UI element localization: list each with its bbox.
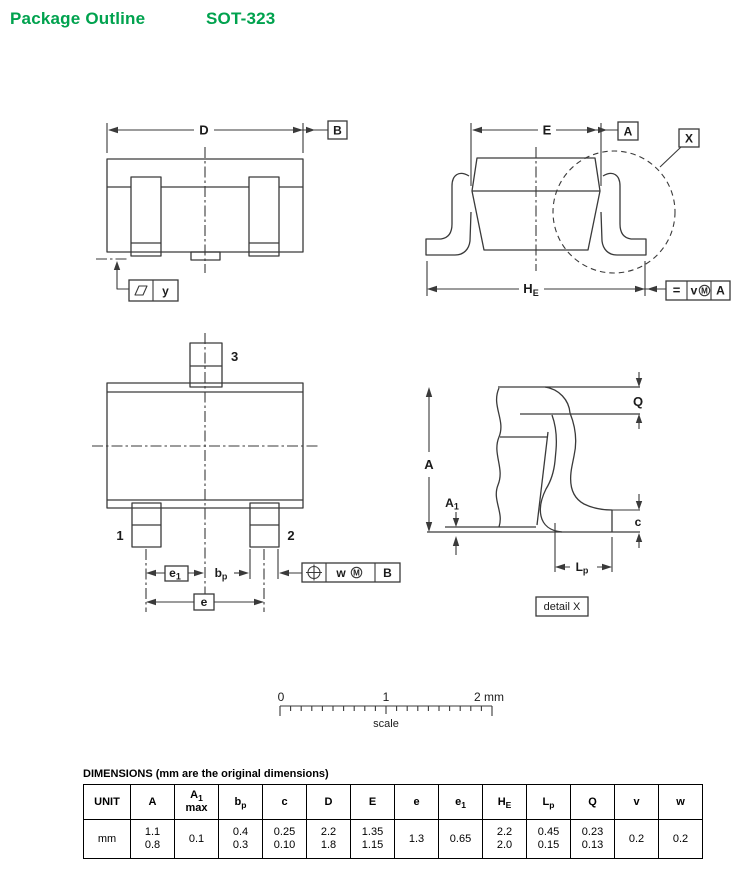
dimensions-table bbox=[83, 784, 703, 859]
val-a: 1.1 0.8 bbox=[131, 820, 175, 859]
he-tolerance-frame bbox=[666, 281, 730, 300]
pin3-label: 3 bbox=[231, 349, 239, 364]
side-view bbox=[426, 122, 730, 300]
flatness-y-label: y bbox=[162, 284, 169, 298]
bp-tolerance-frame bbox=[302, 563, 400, 582]
frame-datum-a-label: A bbox=[716, 283, 725, 298]
dimensions-table-title: DIMENSIONS (mm are the original dimensions) bbox=[83, 768, 329, 780]
pin2-label: 2 bbox=[287, 528, 295, 543]
col-w: w bbox=[659, 785, 703, 820]
val-c: 0.25 0.10 bbox=[263, 820, 307, 859]
val-v: 0.2 bbox=[615, 820, 659, 859]
side-lead-left bbox=[426, 173, 471, 255]
dim-e-label: E bbox=[542, 122, 552, 138]
scale-bar bbox=[278, 690, 504, 730]
detail-x-ref-label: X bbox=[684, 131, 694, 146]
col-unit: UNIT bbox=[84, 785, 131, 820]
side-lead-right bbox=[601, 173, 646, 255]
front-lead-right bbox=[249, 177, 279, 256]
symmetry-icon: = bbox=[672, 282, 681, 298]
page-title: Package Outline bbox=[10, 9, 146, 28]
val-e-cap: 1.35 1.15 bbox=[351, 820, 395, 859]
scale-caption: scale bbox=[373, 718, 399, 730]
table-header-row bbox=[84, 785, 703, 820]
val-unit: mm bbox=[84, 820, 131, 859]
dim-bp-label: $b_p$ bbox=[214, 566, 228, 582]
frame-datum-b-label: B bbox=[383, 566, 392, 580]
val-lp: 0.45 0.15 bbox=[527, 820, 571, 859]
col-e: e bbox=[395, 785, 439, 820]
detail-lead-outer bbox=[570, 413, 612, 532]
val-a1: 0.1 bbox=[175, 820, 219, 859]
col-q: Q bbox=[571, 785, 615, 820]
detail-x-view bbox=[424, 372, 643, 616]
pin3-pad bbox=[190, 343, 222, 387]
dim-lp-label: $L_p$ bbox=[575, 560, 589, 576]
val-w: 0.2 bbox=[659, 820, 703, 859]
dim-d-label: D bbox=[199, 122, 209, 138]
table-value-row bbox=[84, 820, 703, 859]
col-lp: $L_p$ bbox=[527, 785, 571, 820]
dim-he-label: $H_E$ bbox=[523, 281, 539, 298]
col-e1: $e_1$ bbox=[439, 785, 483, 820]
detail-x-caption: detail X bbox=[543, 601, 581, 613]
front-view bbox=[96, 121, 347, 301]
dim-e-label: e bbox=[200, 595, 208, 609]
col-e-cap: E bbox=[351, 785, 395, 820]
col-he: $H_E$ bbox=[483, 785, 527, 820]
val-he: 2.2 2.0 bbox=[483, 820, 527, 859]
col-v: v bbox=[615, 785, 659, 820]
col-d: D bbox=[307, 785, 351, 820]
datum-a-label: A bbox=[623, 124, 633, 139]
break-line bbox=[496, 388, 501, 527]
scale-tick1-label: 1 bbox=[382, 690, 390, 704]
val-e: 1.3 bbox=[395, 820, 439, 859]
datum-b-label: B bbox=[333, 123, 342, 138]
col-a: A bbox=[131, 785, 175, 820]
scale-ticks bbox=[280, 706, 492, 716]
val-d: 2.2 1.8 bbox=[307, 820, 351, 859]
package-name: SOT-323 bbox=[206, 9, 276, 28]
front-lead-left bbox=[131, 177, 161, 256]
tolerance-v-label: v bbox=[690, 283, 698, 298]
dim-a1-label: $A_1$ bbox=[445, 496, 459, 512]
dim-c-label: c bbox=[634, 515, 642, 529]
pin1-label: 1 bbox=[116, 528, 124, 543]
col-bp: $b_p$ bbox=[219, 785, 263, 820]
val-bp: 0.4 0.3 bbox=[219, 820, 263, 859]
dim-e1-label: $e_1$ bbox=[169, 566, 181, 582]
scale-tick0-label: 0 bbox=[277, 690, 285, 704]
svg-text:M: M bbox=[701, 286, 708, 296]
col-a1: $A_1$ max bbox=[175, 785, 219, 820]
val-e1: 0.65 bbox=[439, 820, 483, 859]
dim-a-label: A bbox=[424, 457, 434, 472]
scale-tick2-label: 2 mm bbox=[474, 690, 504, 704]
tolerance-w-label: w bbox=[336, 566, 346, 580]
dim-q-label: Q bbox=[632, 394, 644, 409]
col-c: c bbox=[263, 785, 307, 820]
svg-text:M: M bbox=[353, 568, 360, 578]
dimensions-section bbox=[83, 768, 703, 859]
val-q: 0.23 0.13 bbox=[571, 820, 615, 859]
top-view bbox=[92, 333, 400, 612]
